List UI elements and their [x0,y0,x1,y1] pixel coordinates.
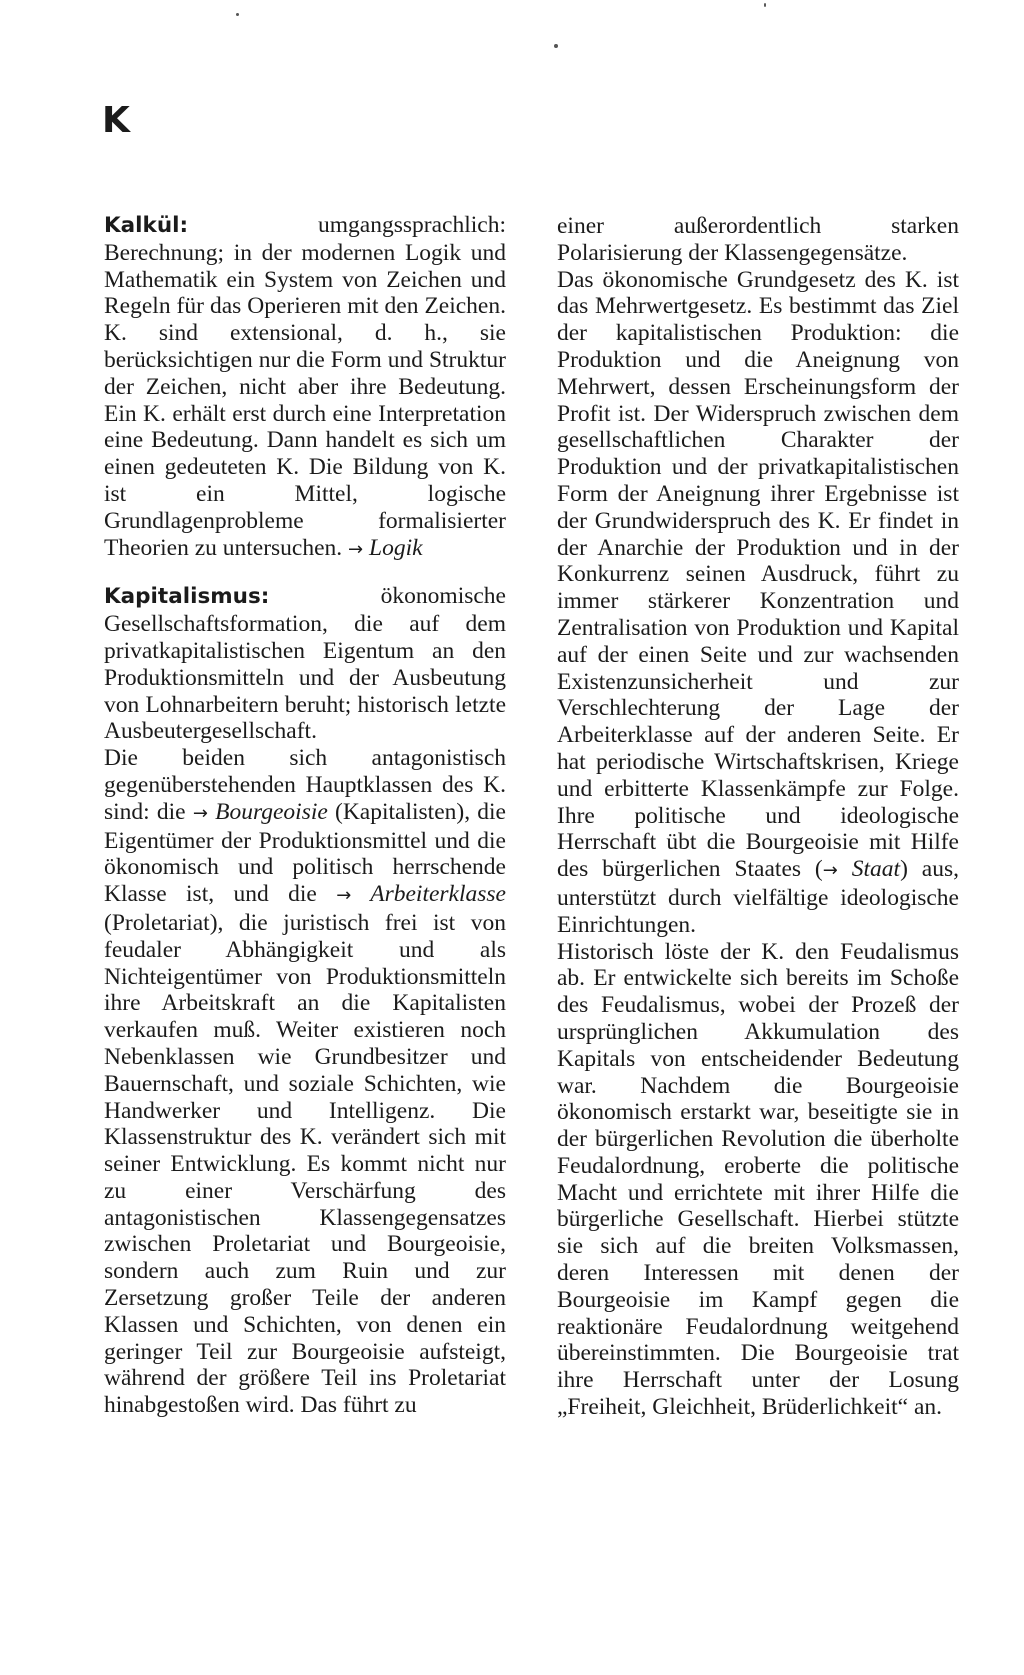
cross-reference-link[interactable]: Bourgeoisie [207,798,328,825]
entry-text: ökonomische Gesellschaftsformation, die auf dem privatkapitalistischen Eigentum an den Produktionsmitteln und der Ausbeutung von Lohnarbeitern beruht; historisch letzte Ausbeutergesellschaft. [104,583,506,745]
print-speck [236,13,239,16]
cross-reference-link[interactable]: Logik [363,534,423,561]
cross-reference-arrow-icon: → [348,538,364,560]
entry-paragraph [104,212,506,563]
entry-text: umgangssprachlich: Berechnung; in der modernen Logik und Mathematik ein System von Zeichen und Regeln für das Operieren mit den Zeichen. K. sind extensional, d. h., sie berücksichtigen nur die Form und Struktur der Zeichen, nicht aber ihre Bedeutung. Ein K. erhält erst durch eine Interpretation eine Bedeutung. Dann handelt es sich um einen gedeuteten K. Die Bildung von K. ist ein Mittel, logische Grundlagenprobleme formalisierter Theorien zu untersuchen. [104,212,506,561]
entry-text: (Kapitalisten), die Eigentümer der Produktionsmittel und die ökonomisch und politisch herrschende Klasse ist, und die [104,798,506,908]
entry-paragraph [104,745,506,1419]
entry-term: Kapitalismus: [104,584,270,610]
entry-paragraph [557,267,959,939]
cross-reference-arrow-icon: → [336,885,352,907]
cross-reference-link[interactable]: Staat [837,856,901,883]
print-speck [764,3,766,7]
entry-kapitalismus [104,583,506,1419]
entry-text: ) aus, unterstützt durch vielfältige ideologische Einrichtungen. [557,856,960,938]
entry-kalkuel [104,212,506,563]
entry-text: Das ökonomische Grundgesetz des K. ist das Mehrwertgesetz. Es bestimmt das Ziel der kapitalistischen Produktion: die Produktion und die Aneignung von Mehrwert, dessen Erscheinungsform der Profit ist. Der Widerspruch zwischen dem gesellschaftlichen Charakter der Produktion und der privatkapitalistischen Form der Aneignung ihrer Ergebnisse ist der Grundwiderspruch des K. Er findet in der Anarchie der Produktion und in der Konkurrenz seinen Ausdruck, führt zu immer stärkerer Konzentration und Zentralisation von Produktion und Kapital auf der einen Seite und zur wachsenden Existenzunsicherheit und zur Verschlechterung der Lage der Arbeiterklasse auf der anderen Seite. Er hat periodische Wirtschaftskrisen, Kriege und erbitterte Klassenkämpfe zur Folge. Ihre politische und ideologische Herrschaft übt die Bourgeoisie mit Hilfe des bürgerlichen Staates ( [557,266,959,883]
entry-text: (Proletariat), die juristisch frei ist von feudaler Abhängigkeit und als Nichteigentümer von Produktionsmitteln ihre Arbeitskraft an die Kapitalisten verkaufen muß. Weiter existieren noch Nebenklassen wie Grundbesitzer und Bauernschaft, und soziale Schichten, wie Handwerker und Intelligenz. Die Klassenstruktur des K. verändert sich mit seiner Entwicklung. Es kommt nicht nur zu einer Verschärfung des antagonistischen Klassengegensatzes zwischen Proletariat und Bourgeoisie, sondern auch zum Ruin und zur Zersetzung großer Teile der anderen Klassen und Schichten, von denen ein geringer Teil zur Bourgeoisie aufsteigt, während der größere Teil ins Proletariat hinabgestoßen wird. Das führt zu [104,909,506,1419]
entry-paragraph: Historisch löste der K. den Feudalismus ab. Er entwickelte sich bereits im Schoße des Feudalismus, wobei der Prozeß der ursprünglichen Akkumulation des Kapitals von entscheidender Bedeutung war. Nachdem die Bourgeoisie ökonomisch erstarkt war, beseitigte sie in der bürgerlichen Revolution die überholte Feudalordnung, eroberte die politische Macht und errichtete mit ihrer Hilfe die bürgerliche Gesellschaft. Hierbei stützte sie sich auf die breiten Volksmassen, deren Interessen mit denen der Bourgeoisie im Kampf gegen die reaktionäre Feudalordnung weitgehend übereinstimmten. Die Bourgeoisie trat ihre Herrschaft unter der Losung „Freiheit, Gleichheit, Brüderlichkeit“ an. [557,938,959,1421]
entry-text: Die beiden sich antagonistisch gegenüberstehenden Hauptklassen des K. sind: die [104,745,506,825]
cross-reference-arrow-icon: → [822,860,838,882]
entry-term: Kalkül: [104,213,189,238]
cross-reference-link[interactable]: Arbeiterklasse [351,881,506,908]
right-column [557,213,959,1421]
section-letter-heading: K [102,100,130,141]
left-column [104,212,506,1419]
entry-paragraph: einer außerordentlich starken Polarisierung der Klassengegensätze. [557,213,959,266]
cross-reference-arrow-icon: → [192,802,208,824]
entry-paragraph [104,583,506,745]
print-speck [554,44,558,48]
